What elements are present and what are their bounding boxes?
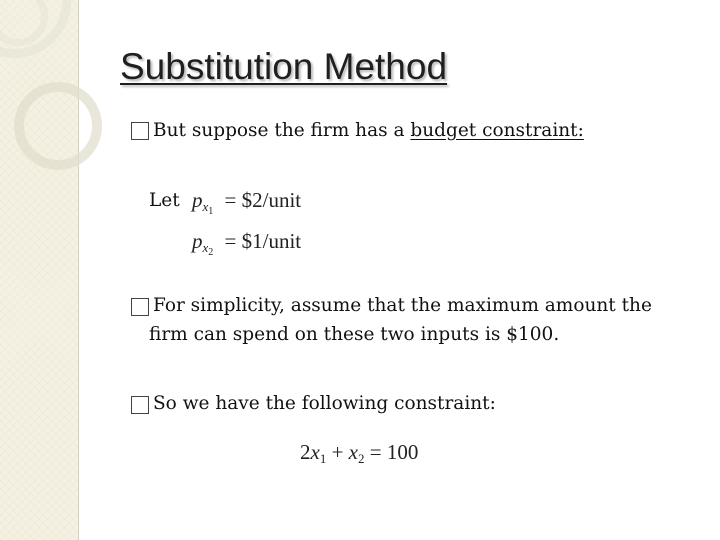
slide-title: Substitution Method (120, 46, 448, 87)
bullet-line: So we have the following constraint: (153, 393, 496, 414)
price-equation-2: $p_{x_2}$ = $1/unit (192, 229, 302, 258)
bullet-line: firm can spend on these two inputs is $100. (149, 324, 560, 345)
price-equation-1: $p_{x_1}$ = $2/unit (192, 188, 302, 217)
constraint-equation: $2x_1 + x_2 = 100$ (300, 440, 419, 466)
bullet-text: But suppose the firm has a (153, 120, 411, 141)
bullet-line: For simplicity, assume that the maximum amount the (153, 295, 652, 316)
decorative-ring (14, 82, 102, 170)
bullet-box-icon (131, 396, 149, 414)
bullet-box-icon (131, 298, 149, 316)
let-label: Let (149, 190, 180, 211)
bullet-budget-constraint (153, 120, 584, 141)
bullet-box-icon (131, 122, 149, 140)
decorative-side-band (0, 0, 79, 540)
underlined-term: budget constraint: (410, 120, 584, 141)
